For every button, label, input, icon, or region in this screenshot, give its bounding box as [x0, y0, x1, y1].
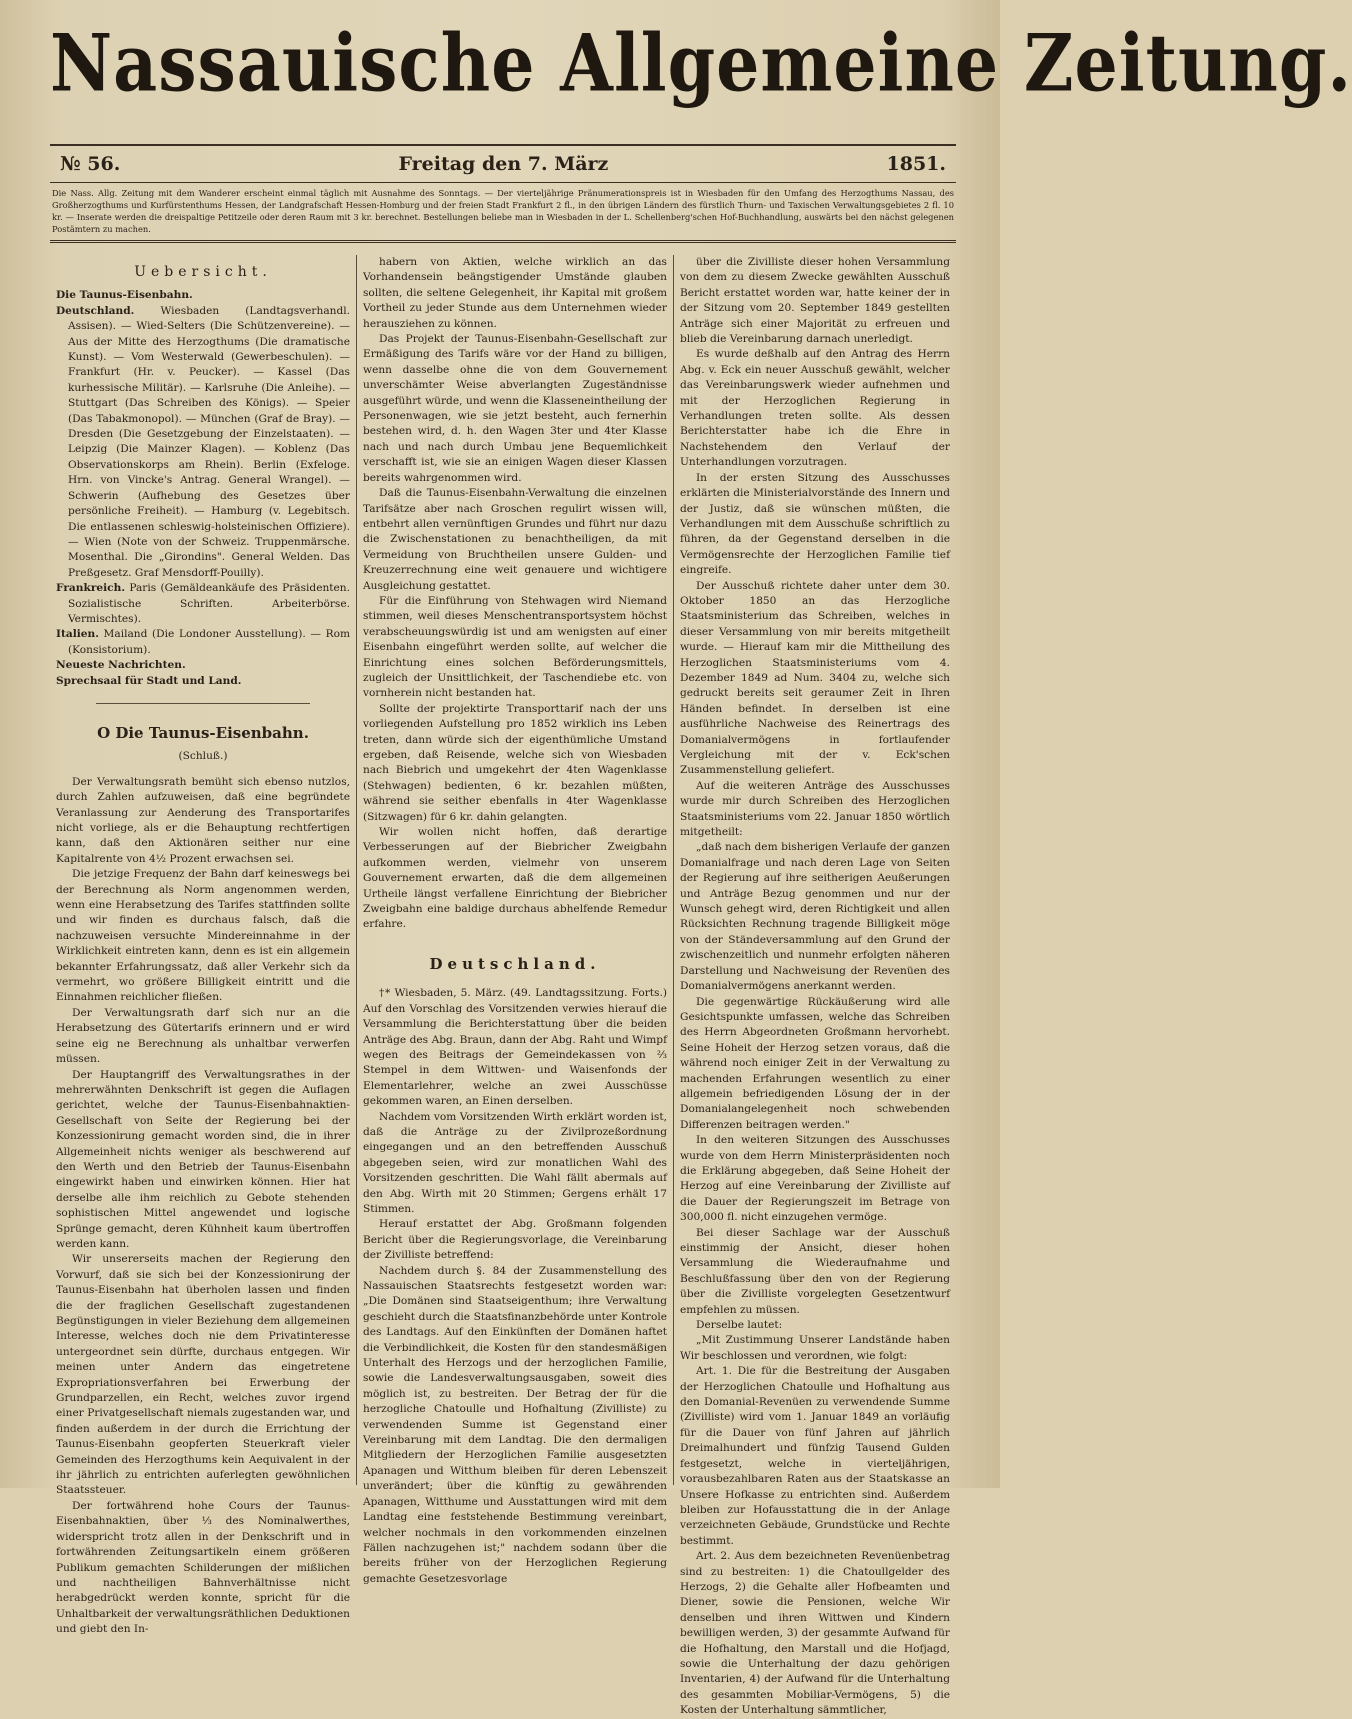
issue-date: Freitag den 7. März	[398, 153, 609, 175]
article-paragraph: Sollte der projektirte Transporttarif nach der uns vorliegenden Aufstellung pro 1852 wirklich ins Leben treten, dann würde sich der eigenthümliche Umstand ergeben, daß Reisende, welche sich von Wiesbaden nach Biebrich und umgekehrt der 4ten Wagenklasse (Stehwagen) bedienten, 6 kr. bezahlen müßten, während sie seither ebenfalls in 4ter Wagenklasse (Sitzwagen) für 6 kr. dahin gelangten.	[363, 702, 667, 823]
article-columns	[50, 255, 956, 1717]
toc-item-head: Die Taunus-Eisenbahn.	[56, 289, 193, 302]
report-paragraph: Nachdem vom Vorsitzenden Wirth erklärt worden ist, daß die Anträge zu der Zivilprozeßordnung eingegangen und an den betreffenden Ausschuß abgegeben seien, wird zur monatlichen Wahl des Vorsitzenden geschritten. Die Wahl fällt abermals auf den Abg. Wirth mit 20 Stimmen; Gergens erhält 17 Stimmen.	[363, 1110, 667, 1215]
article-paragraph: Der Verwaltungsrath bemüht sich ebenso nutzlos, durch Zahlen aufzuweisen, daß eine begründete Veranlassung zur Aenderung des Transportarifes nicht vorliege, als er die Behauptung rechtfertigen kann, daß den Aktionären seither nur eine Kapitalrente von 4½ Prozent erwachsen sei.	[56, 775, 350, 865]
article-paragraph: habern von Aktien, welche wirklich an das Vorhandensein beängstigender Umstände glauben sollten, die seltene Gelegenheit, ihr Kapital mit großem Vortheil zu jeder Stunde aus dem Unternehmen wieder herausziehen zu können.	[363, 256, 667, 330]
article-paragraph: Art. 2. Aus dem bezeichneten Revenüenbetrag sind zu bestreiten: 1) die Chatoullgelder des Herzogs, 2) die Gehalte aller Hofbeamten und Diener, sowie die Pensionen, welche Wir denselben und ihren Wittwen und Kindern bewilligen werden, 3) der gesammte Aufwand für die Hofhaltung, den Marstall und die Hofjagd, sowie die Unterhaltung der dazu gehörigen Inventarien, 4) der Aufwand für die Unterhaltung des gesammten Mobiliar-Vermögens, 5) die Kosten der Unterhaltung sämmtlicher,	[680, 1550, 950, 1717]
article-subtitle: (Schluß.)	[178, 750, 228, 763]
article-paragraph: Wir wollen nicht hoffen, daß derartige Verbesserungen auf der Biebricher Zweigbahn aufkommen werden, vielmehr von unserem Gouvernement erwarten, daß die dem allgemeinen Urtheile längst verfallene Einrichtung der Biebricher Zweigbahn eine baldige durchaus abhelfende Remedur erfahre.	[363, 826, 667, 931]
article-paragraph: „Mit Zustimmung Unserer Landstände haben Wir beschlossen und verordnen, wie folgt:	[680, 1334, 950, 1362]
toc-item	[56, 674, 350, 689]
article-paragraph: In der ersten Sitzung des Ausschusses erklärten die Ministerialvorstände des Innern und der Justiz, daß sie wünschen müßten, die Verhandlungen mit dem Ausschuße schriftlich zu führen, da der Gegenstand derselben in die Vermögensrechte der Herzoglichen Familie tief eingreife.	[680, 471, 950, 577]
toc-item	[56, 627, 350, 658]
article-paragraph: Der Ausschuß richtete daher unter dem 30. Oktober 1850 an das Herzogliche Staatsministerium das Schreiben, welches in dieser Versammlung von mir bereits mitgetheilt wurde. — Hierauf kam mir die Mittheilung des Herzoglichen Staatsministeriums vom 4. Dezember 1849 ad Num. 3404 zu, welche sich gedruckt bereits seit geraumer Zeit in Ihren Händen befindet. In derselben ist eine ausführliche Nachweise des Reinertrags des Domanialvermögens in fortlaufender Vergleichung mit der v. Eck'schen Zusammenstellung geliefert.	[680, 579, 950, 777]
article-title: O Die Taunus-Eisenbahn.	[97, 723, 309, 742]
article-paragraph: Wir unsererseits machen der Regierung den Vorwurf, daß sie sich bei der Konzessionirung der Taunus-Eisenbahn hat überholen lassen und finden die der fraglichen Gesellschaft zugestandenen Begünstigungen in vieler Beziehung dem allgemeinen Interesse, welches doch nie dem Privatinteresse untergeordnet sein dürfte, durchaus entgegen. Wir meinen unter Andern das eingetretene Expropriationsverfahren bei Erwerbung der Grundparzellen, ein Recht, welches zuvor irgend einer Privatgesellschaft niemals zugestanden war, und finden außerdem in der durch die Errichtung der Taunus-Eisenbahn geopferten Steuerkraft vieler Gemeinden des Herzogthums kein Aequivalent in der ihr jährlich zu entrichten auferlegten gewöhnlichen Staatssteuer.	[56, 1253, 350, 1497]
subscription-notice: Die Nass. Allg. Zeitung mit dem Wanderer erscheint einmal täglich mit Ausnahme des Sonntags. — Der vierteljährige Pränumerationspreis ist in Wiesbaden für den Umfang des Herzogthums Nassau, des Großherzogthums und Kurfürstenthums Hessen, der Landgrafschaft Hessen-Homburg und der freien Stadt Frankfurt 2 fl., in den übrigen Ländern des fürstlich Thurn- und Taxischen Verwaltungsgebietes 2 fl. 10 kr. — Inserate werden die dreispaltige Petitzeile oder deren Raum mit 3 kr. berechnet. Bestellungen beliebe man in Wiesbaden in der L. Schellenberg'schen Hof-Buchhandlung, auswärts bei den nächst gelegenen Postämtern zu machen.	[50, 183, 956, 243]
article-paragraph: Der Hauptangriff des Verwaltungsrathes in der mehrerwähnten Denkschrift ist gegen die Auflagen gerichtet, welche der Taunus-Eisenbahnaktien-Gesellschaft von Seite der Regierung bei der Konzessionirung gemacht worden sind, die in ihrer Allgemeinheit nichts weniger als beschwerend auf den Werth und den Betrieb der Taunus-Eisenbahn eingewirkt haben und einwirken können. Hier hat derselbe alle ihm reichlich zu Gebote stehenden sophistischen Mittel angewendet und logische Sprünge gemacht, deren Kühnheit kaum übertroffen werden kann.	[56, 1068, 350, 1250]
article-paragraph: Derselbe lautet:	[696, 1319, 783, 1332]
article-paragraph: Die gegenwärtige Rückäußerung wird alle Gesichtspunkte umfassen, welche das Schreiben des Herrn Abgeordneten Großmann hervorhebt. Seine Hoheit der Herzog setzen voraus, daß die während noch einiger Zeit in der Verwaltung zu machenden Erfahrungen wesentlich zu einer allgemein befriedigenden Lösung der in der Domanialangelegenheit noch schwebenden Differenzen beitragen werden."	[680, 995, 950, 1131]
toc-title: Uebersicht.	[134, 264, 272, 280]
divider	[96, 703, 310, 704]
table-of-contents	[56, 288, 350, 689]
report-paragraph: †* Wiesbaden, 5. März. (49. Landtagssitzung. Forts.) Auf den Vorschlag des Vorsitzenden verwies hierauf die Versammlung die Berichterstattung über die beiden Anträge des Abg. Braun, dann der Abg. Raht und Wimpf wegen des Beitrags der Gemeindekassen von ⅔ Stempel in dem Wittwen- und Waisenfonds der Elementarlehrer, welche an zwei Ausschüsse gekommen waren, an Einen derselben.	[363, 987, 667, 1108]
article-paragraph: Es wurde deßhalb auf den Antrag des Herrn Abg. v. Eck ein neuer Ausschuß gewählt, welcher das Vereinbarungswerk wieder aufnehmen und mit der Herzoglichen Regierung in Verhandlungen treten sollte. Als dessen Berichterstatter habe ich die Ehre in Nachstehendem den Verlauf der Unterhandlungen vorzutragen.	[680, 348, 950, 469]
masthead-title: Nassauische Allgemeine Zeitung.	[50, 18, 1352, 111]
toc-item-head: Frankreich.	[56, 582, 126, 595]
toc-item-text: Mailand (Die Londoner Ausstellung). — Rom (Konsistorium).	[68, 628, 350, 656]
toc-item	[56, 304, 350, 581]
article-paragraph: „daß nach dem bisherigen Verlaufe der ganzen Domanialfrage und nach deren Lage von Seiten der Regierung auf ihre seitherigen Aeußerungen und Anträge Bezug genommen und nur der Wunsch gehegt wird, deren Richtigkeit und allen Rücksichten Rechnung tragende Billigkeit möge von der Ständeversammlung auf den Grund der zwischenzeitlich und nunmehr erfolgten näheren Darstellung und Nachweisung der Revenüen des Domanialvermögens anerkannt werden.	[680, 841, 950, 993]
toc-item-text: Wiesbaden (Landtagsverhandl. Assisen). — Wied-Selters (Die Schützenvereine). — Aus der Mitte des Herzogthums (Die dramatische Kunst). — Vom Westerwald (Gewerbeschulen). — Frankfurt (Hr. v. Peucker). — Kassel (Das kurhessische Militär). — Karlsruhe (Die Anleihe). — Stuttgart (Das Schreiben des Königs). — Speier (Das Tabakmonopol). — München (Graf de Bray). — Dresden (Die Gesetzgebung der Einzelstaaten). — Leipzig (Die Mainzer Klagen). — Koblenz (Das Observationskorps am Rhein). Berlin (Exfeloge. Hrn. von Vincke's Antrag. General Wrangel). — Schwerin (Aufhebung des Gesetzes über persönliche Freiheit). — Hamburg (v. Legebitsch. Die entlassenen schleswig-holsteinischen Offiziere). — Wien (Note von der Schweiz. Truppenmärsche. Mosenthal. Die „Girondins". General Welden. Das Preßgesetz. Graf Mensdorff-Pouilly).	[68, 304, 350, 579]
section-title: Deutschland.	[429, 954, 601, 973]
toc-item	[56, 658, 350, 673]
toc-item	[56, 581, 350, 627]
article-paragraph: Daß die Taunus-Eisenbahn-Verwaltung die einzelnen Tarifsätze aber nach Groschen regulirt wissen will, entbehrt allen vernünftigen Grundes und führt nur dazu die Zwischenstationen zu benachtheiligen, da mit Vermeidung von Bruchtheilen unsere Gulden- und Kreuzerrechnung eine weit genauere und wichtigere Ausgleichung gestattet.	[363, 487, 667, 592]
article-paragraph: Für die Einführung von Stehwagen wird Niemand stimmen, weil dieses Menschentransportsystem höchst verabscheuungswürdig ist und am wenigsten auf einer Eisenbahn eingeführt werden sollte, auf welcher die Einrichtung eines solchen Beförderungsmittels, zugleich der Unsittlichkeit, der Taschendiebe etc. von vornherein nicht bestanden hat.	[363, 594, 667, 700]
toc-item	[56, 288, 350, 303]
article-paragraph: Die jetzige Frequenz der Bahn darf keineswegs bei der Berechnung als Norm angenommen werden, wenn eine Herabsetzung des Tarifes stattfinden sollte und wir finden es durchaus falsch, daß die nachzuweisen versuchte Mindereinnahme in der Wirklichkeit eintreten kann, denn es ist ein allgemein bekannter Erfahrungssatz, daß aller Verkehr sich da vermehrt, wo größere Billigkeit eintritt und die Einnahmen reichlicher fließen.	[56, 868, 350, 1004]
toc-item-text: Paris (Gemäldeankäufe des Präsidenten. Sozialistische Schriften. Arbeiterbörse. Vermischtes).	[68, 582, 350, 625]
dateline	[50, 144, 956, 183]
toc-item-head: Deutschland.	[56, 304, 135, 317]
article-paragraph: In den weiteren Sitzungen des Ausschusses wurde von dem Herrn Ministerpräsidenten noch die Erklärung abgegeben, daß Seine Hoheit der Herzog auf eine Vereinbarung der Zivilliste auf die Dauer der Regierungszeit im Betrage von 300,000 fl. nicht einzugehen vermöge.	[680, 1134, 950, 1224]
toc-item-head: Italien.	[56, 628, 99, 641]
column-2	[356, 255, 674, 1585]
toc-item-head: Sprechsaal für Stadt und Land.	[56, 674, 242, 687]
issue-year: 1851.	[886, 153, 946, 175]
toc-item-head: Neueste Nachrichten.	[56, 659, 186, 672]
column-1	[50, 255, 356, 1636]
report-paragraph: Nachdem durch §. 84 der Zusammenstellung des Nassauischen Staatsrechts festgesetzt worden war: „Die Domänen sind Staatseigenthum; ihre Verwaltung geschieht durch die Staatsfinanzbehörde unter Kontrole des Landtags. Auf den Einkünften der Domänen haftet die Verbindlichkeit, die Kosten für den standesmäßigen Unterhalt des Herzogs und der herzoglichen Familie, sowie die Landesverwaltungsausgaben, soweit dies möglich ist, zu bestreiten. Der Betrag der für die herzogliche Chatoulle und Hofhaltung (Zivilliste) zu verwendenden Summe ist Gegenstand einer Vereinbarung mit dem Landtag. Die den dermaligen Mitgliedern der Herzoglichen Familie ausgesetzten Apanagen und Witthum bleiben für deren Lebenszeit unverändert; über die künftig zu gewährenden Apanagen, Witthume und Ausstattungen wird mit dem Landtag eine feststehende Bestimmung vereinbart, welcher nochmals in den vorkommenden einzelnen Fällen nachzugehen ist;" nachdem sodann über die bereits früher von der Herzoglichen Regierung gemachte Gesetzesvorlage	[363, 1264, 667, 1585]
article-paragraph: Auf die weiteren Anträge des Ausschusses wurde mir durch Schreiben des Herzoglichen Staatsministeriums vom 22. Januar 1850 wörtlich mitgetheilt:	[680, 779, 950, 839]
report-paragraph: Herauf erstattet der Abg. Großmann folgenden Bericht über die Regierungsvorlage, die Vereinbarung der Zivilliste betreffend:	[363, 1218, 667, 1262]
article-paragraph: über die Zivilliste dieser hohen Versammlung von dem zu diesem Zwecke gewählten Ausschuß Bericht erstattet worden war, hatte keiner der in der Sitzung vom 20. September 1849 gestellten Anträge sich einer Majorität zu erfreuen und blieb die Vereinbarung darnach unerledigt.	[680, 256, 950, 346]
issue-number: № 56.	[60, 153, 121, 175]
column-3	[674, 255, 956, 1717]
article-paragraph: Der Verwaltungsrath darf sich nur an die Herabsetzung des Gütertarifs erinnern und er wird seine eig ne Berechnung als unhaltbar verwerfen müssen.	[56, 1006, 350, 1066]
article-paragraph: Bei dieser Sachlage war der Ausschuß einstimmig der Ansicht, dieser hohen Versammlung die Wiederaufnahme und Beschlußfassung über den von der Regierung über die Zivilliste vorgelegten Gesetzentwurf empfehlen zu müssen.	[680, 1226, 950, 1316]
article-paragraph: Das Projekt der Taunus-Eisenbahn-Gesellschaft zur Ermäßigung des Tarifs wäre vor der Hand zu billigen, wenn dasselbe ohne die von dem Gouvernement unverschämter Weise abverlangten Zugeständnisse ausgeführt würde, und wenn die Klasseneintheilung der Personenwagen, wie sie jetzt besteht, auch fernerhin bestehen wird, d. h. den Wagen 3ter und 4ter Klasse nach und nach durch Umbau jene Bequemlichkeit verschafft ist, wie sie an einigen Wagen dieser Klassen bereits wahrgenommen wird.	[363, 333, 667, 484]
article-paragraph: Art. 1. Die für die Bestreitung der Ausgaben der Herzoglichen Chatoulle und Hofhaltung aus den Domanial-Revenüen zu verwendende Summe (Zivilliste) wird vom 1. Januar 1849 an vorläufig für die Dauer von fünf Jahren auf jährlich Dreimalhundert und fünfzig Tausend Gulden festgesetzt, welche in vierteljährigen, vorausbezahlbaren Raten aus der Staatskasse an Unsere Hofkasse zu entrichten sind. Außerdem bleiben zur Hofausstattung die in der Anlage verzeichneten Gebäude, Grundstücke und Rechte bestimmt.	[680, 1365, 950, 1547]
article-paragraph: Der fortwährend hohe Cours der Taunus-Eisenbahnaktien, über ⅓ des Nominalwerthes, widerspricht trotz allen in der Denkschrift und in fortwährenden Zeitungsartikeln einem größeren Publikum gemachten Schilderungen der mißlichen und nachtheiligen Bahnverhältnisse nicht herabgedrückt werden konnte, spricht für die Unhaltbarkeit der verwaltungsräthlichen Deduktionen und giebt den In-	[56, 1499, 350, 1636]
